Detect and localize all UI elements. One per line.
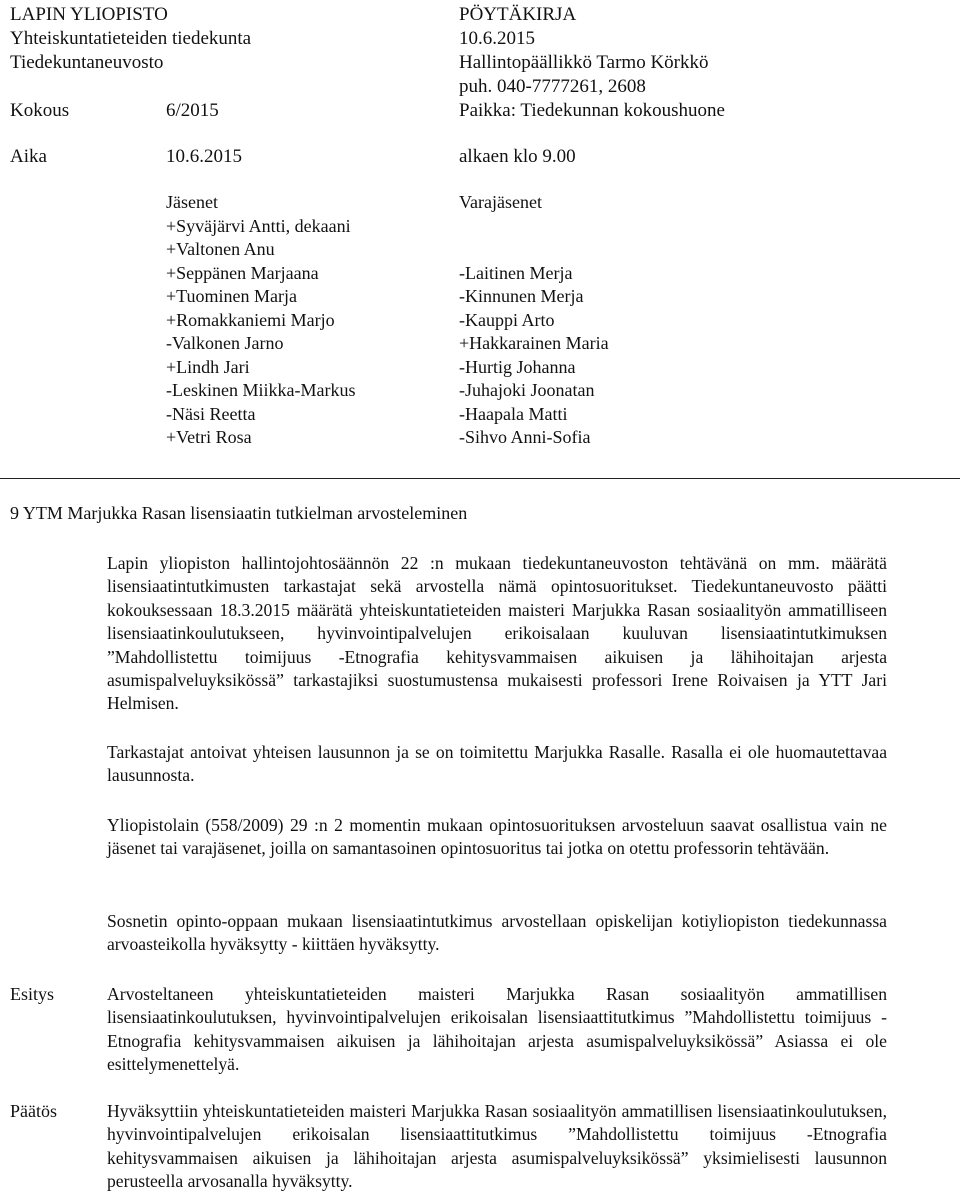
- list-item: -Hurtig Johanna: [459, 356, 576, 377]
- secretary-phone: puh. 040-7777261, 2608: [459, 76, 646, 97]
- meeting-start-time: alkaen klo 9.00: [459, 146, 576, 167]
- list-item: -Kinnunen Merja: [459, 286, 584, 306]
- document-date: 10.6.2015: [459, 28, 535, 49]
- list-item: +Vetri Rosa: [166, 427, 252, 447]
- meeting-date: 10.6.2015: [166, 146, 242, 167]
- deputies-heading: Varajäsenet: [459, 192, 542, 212]
- meeting-place: Paikka: Tiedekunnan kokoushuone: [459, 100, 725, 121]
- paragraph: Tarkastajat antoivat yhteisen lausunnon ja se on toimitettu Marjukka Rasalle. Rasalla ei ole huomautettavaa lausunnosta.: [107, 742, 887, 786]
- list-item: +Syväjärvi Antti, dekaani: [166, 215, 351, 236]
- list-item: -Näsi Reetta: [166, 403, 256, 424]
- proposal-text: Arvosteltaneen yhteiskuntatieteiden maisteri Marjukka Rasan sosiaalityön ammatillisen lisensiaatinkoulutuksen, hyvinvointipalvelujen erikoisalan lisensiaattitutkimus ”Mahdollistettu toimijuus -Etnografia kehitysvammaisen aikuisen ja lähihoitajan arjesta asumispalveluyksikössä” Asiassa ei ole esittelymenettelyä.: [107, 984, 887, 1075]
- time-label: Aika: [10, 146, 47, 167]
- list-item: [459, 215, 609, 239]
- list-item: -Leskinen Miikka-Markus: [166, 380, 356, 400]
- list-item: +Seppänen Marjaana: [166, 262, 319, 283]
- university-name: LAPIN YLIOPISTO: [10, 4, 168, 25]
- section-title: 9 YTM Marjukka Rasan lisensiaatin tutkielman arvosteleminen: [10, 503, 468, 523]
- meeting-number: 6/2015: [166, 100, 219, 121]
- document-type: PÖYTÄKIRJA: [459, 4, 577, 25]
- members-heading: Jäsenet: [166, 192, 218, 212]
- list-item: -Kauppi Arto: [459, 309, 555, 330]
- council-name: Tiedekuntaneuvosto: [10, 52, 164, 73]
- paragraph: Yliopistolain (558/2009) 29 :n 2 momentin mukaan opintosuorituksen arvosteluun saavat osallistua vain ne jäsenet tai varajäsenet, joilla on samantasoinen opintosuoritus tai jotka on otettu professorin tehtävään.: [107, 815, 887, 859]
- list-item: +Tuominen Marja: [166, 286, 297, 306]
- members-list: [166, 191, 355, 450]
- list-item: -Juhajoki Joonatan: [459, 380, 595, 400]
- deputies-list: [459, 191, 609, 450]
- list-item: +Lindh Jari: [166, 356, 250, 377]
- secretary-name: Hallintopäällikkö Tarmo Körkkö: [459, 52, 709, 73]
- paragraph: Lapin yliopiston hallintojohtosäännön 22 :n mukaan tiedekuntaneuvoston tehtävänä on mm. määrätä lisensiaatintutkimusten tarkastajat sekä arvostella nämä opintosuoritukset. Tiedekuntaneuvosto päätti kokouksessaan 18.3.2015 määrätä yhteiskuntatieteiden maisteri Marjukka Rasan sosiaalityön ammatilliseen lisensiaatinkoulutukseen, hyvinvointipalvelujen erikoisalaan kuuluvan lisensiaatintutkimuksen ”Mahdollistettu toimijuus -Etnografia kehitysvammaisen aikuisen ja lähihoitajan arjesta asumispalveluyksikössä” tarkastajiksi suostumustensa mukaisesti professori Irene Roivaisen ja YTT Jari Helmisen.: [107, 553, 887, 714]
- list-item: -Valkonen Jarno: [166, 333, 284, 353]
- list-item: [459, 238, 609, 262]
- list-item: -Haapala Matti: [459, 403, 568, 424]
- list-item: +Romakkaniemi Marjo: [166, 309, 335, 330]
- proposal-label: Esitys: [10, 984, 55, 1004]
- list-item: -Laitinen Merja: [459, 262, 573, 283]
- list-item: -Sihvo Anni-Sofia: [459, 427, 591, 447]
- meeting-label: Kokous: [10, 100, 70, 121]
- list-item: +Hakkarainen Maria: [459, 333, 609, 353]
- decision-label: Päätös: [10, 1101, 57, 1121]
- section-divider: [0, 478, 960, 479]
- paragraph: Sosnetin opinto-oppaan mukaan lisensiaatintutkimus arvostellaan opiskelijan kotiyliopiston tiedekunnassa arvoasteikolla hyväksytty - kiittäen hyväksytty.: [107, 911, 887, 955]
- faculty-name: Yhteiskuntatieteiden tiedekunta: [10, 28, 252, 49]
- list-item: +Valtonen Anu: [166, 239, 275, 259]
- decision-text: Hyväksyttiin yhteiskuntatieteiden maisteri Marjukka Rasan sosiaalityön ammatillisen lisensiaatinkoulutuksen, hyvinvointipalvelujen erikoisalan lisensiaattitutkimus ”Mahdollistettu toimijuus -Etnografia kehitysvammaisen aikuisen ja lähihoitajan arjesta asumispalveluyksikössä” yksimielisesti lausunnon perusteella arvosanalla hyväksytty.: [107, 1101, 887, 1192]
